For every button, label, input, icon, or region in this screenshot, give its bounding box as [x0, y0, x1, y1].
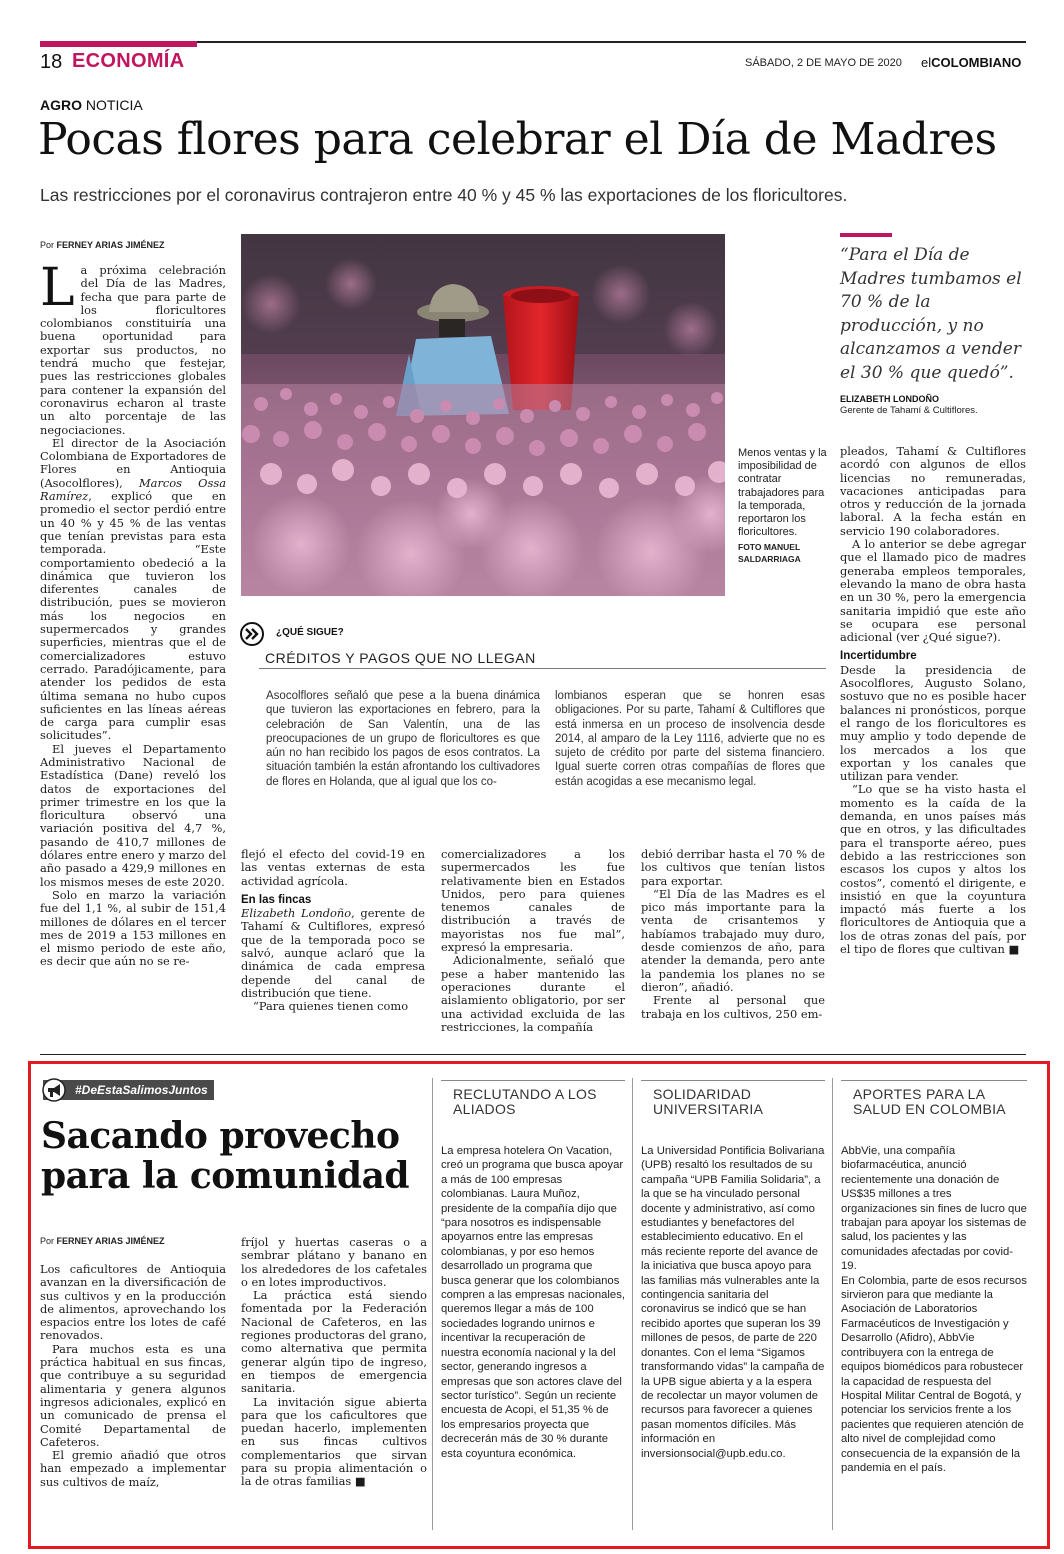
- article-byline: [40, 240, 165, 250]
- person-name: Marcos Ossa Ramírez: [40, 475, 226, 504]
- sidebar-title: APORTES PARA LA SALUD EN COLOMBIA: [841, 1080, 1027, 1144]
- sidebar-title: SOLIDARIDAD UNIVERSITARIA: [641, 1080, 825, 1144]
- edition-date: SÁBADO, 2 DE MAYO DE 2020: [745, 57, 902, 69]
- quote-author: ELIZABETH LONDOÑO: [840, 394, 939, 404]
- section-divider: [40, 1054, 1026, 1055]
- hashtag-tag: #DeEstaSalimosJuntos: [43, 1080, 214, 1100]
- paragraph-text: a próxima celebración del Día de las Madres, fecha que para parte de los floricultores colombianos constituiría una buena oportunidad para exportar sus productos, no tendrá mucho que festejar, pues las restricciones globales para contener la expansión del coronavirus echaron al traste un alto porcentaje de las negociaciones.: [40, 264, 226, 437]
- sidebar-text: La Universidad Pontificia Bolivariana (UPB) resaltó los resultados de su campaña “UPB Familia Solidaria”, a la que se ha vinculado personal docente y administrativo, así como estudiantes y benefactores del establecimiento educativo. En el más reciente reporte del avance de la iniciativa que busca apoyo para las familias más vulnerables ante la contingencia sanitaria del coronavirus se indicó que se han recibido aportes que superan los 39 millones de pesos, de parte de 220 donantes. Con el lema “Sigamos transformando vidas” la campaña de la UPB sigue abierta y a la espera de recolectar un mayor volumen de recursos para favorecer a quienes pasan momentos difíciles. Más información en inversionsocial@upb.edu.co.: [641, 1145, 825, 1460]
- article-headline: Pocas flores para celebrar el Día de Madres: [38, 114, 997, 165]
- column-divider: [432, 1078, 433, 1530]
- subhead-incertidumbre: Incertidumbre: [840, 650, 917, 663]
- second-article-column-1: [40, 1263, 226, 1525]
- column-2-paragraph-2: [241, 907, 425, 1000]
- quote-accent-bar: [840, 233, 892, 237]
- article-column-1: [40, 264, 226, 1039]
- second-article-byline: [40, 1236, 165, 1246]
- byline-name: FERNEY ARIAS JIMÉNEZ: [56, 240, 165, 250]
- column-divider: [632, 1078, 633, 1530]
- box-kicker: ¿QUÉ SIGUE?: [276, 627, 344, 638]
- photo-credit: FOTO MANUEL SALDARRIAGA: [738, 542, 801, 565]
- column-2-paragraph-3: “Para quienes tienen como: [253, 999, 409, 1014]
- column-divider: [832, 1078, 833, 1530]
- kicker-bold: AGRO: [40, 97, 82, 113]
- paragraph-text: , gerente de Tahamí & Cultiflores, expresó que de la temporada poco se salvó, aunque aclaró que la dinámica de cada empresa depende del canal de distribución que tiene.: [241, 906, 425, 1000]
- second-column-1-paragraph-3: El gremio añadió que otros han empezado a implementar sus cultivos de maíz,: [40, 1448, 226, 1489]
- page-number: 18: [40, 51, 63, 73]
- newspaper-brand: [921, 55, 1021, 70]
- flower-field-photo: [241, 234, 725, 596]
- column-5-paragraph-2: A lo anterior se debe agregar que el llamado pico de madres generaba empleos temporales, elevando la mano de obra hasta en un 30 %, pero la emergencia sanitaria impidió que este año se ocupara ese personal adicional (ver ¿Qué sigue?).: [840, 537, 1026, 645]
- quote-author-role: Gerente de Tahamí & Cultiflores.: [840, 405, 978, 416]
- column-1-paragraph-3: El jueves el Departamento Administrativo Nacional de Estadística (Dane) reveló los datos de exportaciones del primer trimestre en los que la floricultura observó una variación positiva del 4,7 %, pasando de 410,7 millones de dólares entre enero y marzo del año pasado a 429,9 millones en los mismos meses de este 2020.: [40, 741, 226, 889]
- column-5-paragraph-4: [840, 783, 1026, 956]
- column-5-paragraph-3: Desde la presidencia de Asocolflores, Augusto Solano, sostuvo que no es posible hacer balances ni pronósticos, porque el rango de los floricultores es muy amplio y todo depende de los mercados a los que exportan y los canales que utilizan para vender.: [840, 662, 1026, 784]
- sidebar-text-2: En Colombia, parte de esos recursos sirvieron para que mediante la Asociación de Laboratorios Farmacéuticos de Investigación y Desarrollo (Afidro), AbbVie contribuyera con la entrega de equipos biomédicos para robustecer la capacidad de respuesta del Hospital Militar Central de Bogotá, y potenciar los servicios frente a los pacientes que requieren atención de alto nivel de complejidad como consecuencia de la expansión de la pandemia en el país.: [841, 1274, 1027, 1474]
- sidebar-title: RECLUTANDO A LOS ALIADOS: [441, 1080, 625, 1144]
- person-name: Elizabeth Londoño: [241, 906, 352, 921]
- sidebar-text: La empresa hotelera On Vacation, creó un programa que busca apoyar a más de 100 empresas colombianas. Laura Muñoz, presidente de la compañía dijo que “para nosotros es indispensable apoyarnos entre las empresas colombianas, y por eso hemos desarrollado un programa que busca generar que los colombianos compren a las empresas nacionales, queremos llegar a más de 100 sociedades logrando unirnos e incentivar la recuperación de nuestra economía nacional y la del sector, generando ingresos a empresas que son actores clave del sector turístico”. Según un reciente encuesta de Acopi, el 51,35 % de los empresarios proyecta que decrecerán más de 30 % durante esta coyuntura económica.: [441, 1145, 625, 1460]
- chevrons-right-icon: [240, 622, 264, 646]
- sidebar-solidaridad: [641, 1080, 825, 1461]
- second-article-column-2: [241, 1236, 427, 1526]
- kicker-rest: NOTICIA: [82, 97, 143, 113]
- photo-caption: [738, 447, 830, 565]
- sidebar-text: AbbVie, una compañía biofarmacéutica, anunció recientemente una donación de US$35 millones a tres organizaciones sin fines de lucro que trabajan para apoyar los sistemas de salud, los pacientes y las comunidades afectadas por covid-19.: [841, 1145, 1027, 1273]
- paragraph-text: “Lo que se ha visto hasta el momento es la caída de la demanda, en unos países más que en otros, y las dificultades para el transporte aéreo, pues debido a las restricciones son escasos los cupos y altos los costos”, comentó el dirigente, e insistió en que la coyuntura impactó más fuerte a los floricultores de Antioquia que a los de otras zonas del país, por el tipo de flores que cultivan: [840, 782, 1026, 956]
- article-column-3: [441, 848, 625, 1038]
- second-column-2-paragraph-2: La práctica está siendo fomentada por la Federación Nacional de Cafeteros, en las regiones productoras del grano, como alternativa que permita generar algún tipo de ingreso, en tiempos de emergencia sanitaria.: [241, 1288, 427, 1396]
- article-column-2: [241, 848, 425, 1038]
- pull-quote: “Para el Día de Madres tumbamos el 70 % de la producción, y no alcanzamos a vender el 30 % que quedó”.: [840, 245, 1022, 383]
- column-4-paragraph-2: “El Día de las Madres es el pico más importante para la venta de crisantemos y habíamos trabajado muy duro, desde comienzos de año, para atender la demanda, pero ante la pandemia los planes no se dieron”, añadió.: [641, 886, 825, 994]
- column-2-paragraph-1: flejó el efecto del covid-19 en las ventas externas de esta actividad agrícola.: [241, 848, 425, 888]
- box-text-left: Asocolflores señaló que pese a la buena dinámica que tuvieron las exportaciones en febrero, para la celebración de San Valentín, una de las preocupaciones de un grupo de floricultores es que aún no han recibido los pagos de esos contratos. La situación también la están afrontando los cultivadores de flores en Holanda, que al igual que los co-: [266, 690, 540, 788]
- column-4-paragraph-1: debió derribar hasta el 70 % de los cultivos que tenían listos para exportar.: [641, 848, 825, 888]
- article-column-4: [641, 848, 825, 1038]
- column-1-paragraph-2: [40, 437, 226, 743]
- subhead-en-las-fincas: En las fincas: [241, 893, 312, 906]
- photo-illustration: [241, 234, 725, 596]
- end-mark-icon: ■: [354, 1474, 366, 1489]
- brand-name: COLOMBIANO: [931, 55, 1022, 70]
- second-article-headline: Sacando provecho para la comunidad: [41, 1115, 410, 1197]
- paragraph-text: La invitación sigue abierta para que los caficultores que puedan hacerlo, implementen en sus fincas cultivos complementarios que sirvan para su propia alimentación o la de otras familias: [241, 1394, 427, 1489]
- second-column-2-paragraph-3: [241, 1396, 427, 1489]
- article-subheadline: Las restricciones por el coronavirus contrajeron entre 40 % y 45 % las exportaciones de los floricultores.: [40, 185, 848, 205]
- brand-prefix: el: [921, 55, 932, 70]
- byline-prefix: Por: [40, 240, 57, 250]
- column-5-paragraph-1: pleados, Tahamí & Cultiflores acordó con algunos de ellos licencias no remuneradas, vacaciones anticipadas para otros y reducción de la jornada laboral. A la fecha están en servicio 190 colaboradores.: [840, 445, 1026, 538]
- box-title: CRÉDITOS Y PAGOS QUE NO LLEGAN: [265, 650, 536, 666]
- second-column-1-paragraph-1: Los caficultores de Antioquia avanzan en la diversificación de sus cultivos y en la producción de alimentos, aprovechando los espacios entre los lotes de café renovados.: [40, 1263, 226, 1343]
- byline-name: FERNEY ARIAS JIMÉNEZ: [56, 1236, 165, 1246]
- article-kicker: [40, 97, 143, 113]
- column-4-paragraph-3: Frente al personal que trabaja en los cultivos, 250 em-: [641, 993, 825, 1021]
- paragraph-text: El director de la Asociación Colombiana de Exportadores de Flores en Antioquia (Asocolflores),: [40, 435, 226, 490]
- end-mark-icon: ■: [1008, 941, 1020, 956]
- article-column-5: [840, 445, 1026, 1040]
- column-3-paragraph-2: Adicionalmente, señaló que pese a haber mantenido las operaciones durante el aislamiento obligatorio, por ser una actividad excluida de las restricciones, la compañía: [441, 953, 625, 1034]
- sidebar-aportes: [841, 1080, 1027, 1475]
- column-3-paragraph-1: comercializadores a los supermercados les fue relativamente bien en Estados Unidos, pero para quienes tenemos canales de distribución a través de mayoristas nos fue mal”, expresó la empresaria.: [441, 848, 625, 955]
- megaphone-icon: [42, 1078, 68, 1102]
- dropcap: L: [40, 264, 75, 318]
- sidebar-reclutando: [441, 1080, 625, 1461]
- byline-prefix: Por: [40, 1236, 57, 1246]
- caption-text: Menos ventas y la imposibilidad de contratar trabajadores para la temporada, reportaron los floricultores.: [738, 447, 827, 539]
- column-1-paragraph-1: [40, 264, 226, 437]
- section-accent-bar: [40, 41, 197, 47]
- box-text-right: lombianos esperan que se honren esas obligaciones. Por su parte, Tahamí & Cultiflores que está inmersa en un proceso de insolvencia desde 2014, al amparo de la Ley 1116, advierte que no es sujeto de crédito por parte del sistema financiero. Igual suerte corren otras compañías de flores que están acogidas a ese mecanismo legal.: [555, 690, 825, 788]
- second-column-2-paragraph-1: fríjol y huertas caseras o a sembrar plátano y banano en los alrededores de los cafetales o en lotes improductivos.: [241, 1236, 427, 1289]
- section-name: ECONOMÍA: [72, 50, 185, 72]
- column-1-paragraph-4: Solo en marzo la variación fue del 1,1 %, al subir de 151,4 millones de dólares en el tercer mes de 2019 a 153 millones en el mismo periodo de este año, es decir que aún no se re-: [40, 887, 226, 969]
- paragraph-text: , explicó que en promedio el sector perdió entre un 40 % y 45 % de las ventas que tenían previstas para esta temporada. “Este comportamiento obedeció a la dinámica que tuvieron los diferentes canales de distribución, pues se movieron más los negocios en supermercados y grandes superficies, mientras que el de comercializadores estuvo cerrado. Paradójicamente, para atender los pedidos de esta última semana no hubo cupos suficientes en las líneas aéreas de carga para cumplir esas solicitudes”.: [40, 489, 226, 743]
- box-rule: [259, 668, 826, 669]
- second-column-1-paragraph-2: Para muchos esta es una práctica habitual en sus fincas, que contribuye a su seguridad alimentaria y genera algunos ingresos adicionales, explicó en un comunicado de prensa el Comité Departamental de Cafeteros.: [40, 1341, 226, 1449]
